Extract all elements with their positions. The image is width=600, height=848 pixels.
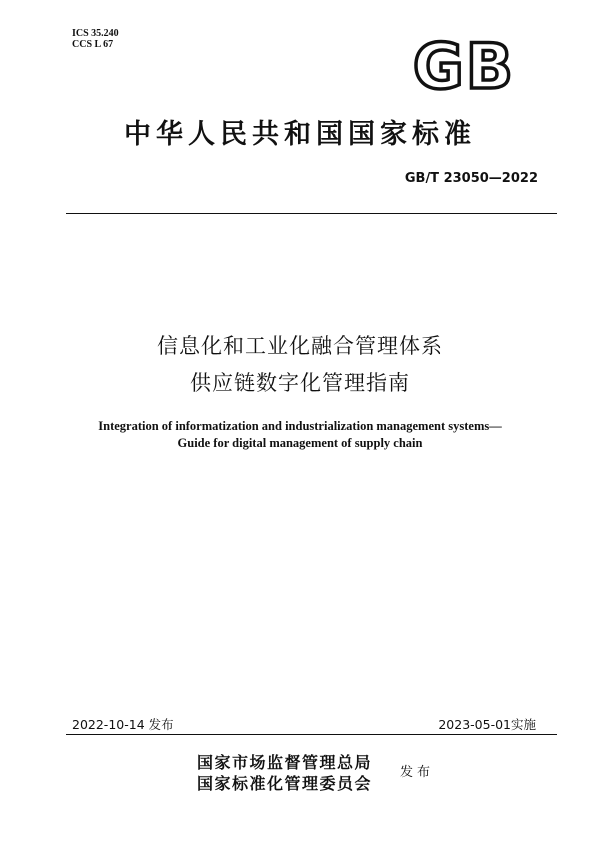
ics-code: ICS 35.240	[72, 28, 119, 39]
top-divider	[66, 213, 557, 214]
chinese-title-line1: 信息化和工业化融合管理体系	[157, 334, 443, 358]
english-title-line2: Guide for digital management of supply chain	[177, 436, 423, 450]
ccs-code: CCS L 67	[72, 39, 114, 50]
chinese-title-line2: 供应链数字化管理指南	[190, 371, 410, 395]
issue-date: 2022-10-14 发布	[72, 717, 174, 732]
issue-word: 发布	[400, 765, 435, 780]
issuer-line2: 国家标准化管理委员会	[197, 774, 373, 793]
gb-logo-text: GB	[412, 38, 516, 94]
standard-number: GB/T 23050—2022	[404, 171, 538, 186]
issuer-line1: 国家市场监督管理总局	[197, 753, 373, 772]
english-title-line1: Integration of informatization and industrialization management systems—	[98, 419, 502, 433]
classification-codes	[72, 28, 119, 50]
gb-logo	[400, 38, 528, 94]
standard-title: 中华人民共和国国家标准	[124, 119, 476, 150]
implementation-date: 2023-05-01实施	[438, 717, 536, 732]
bottom-divider	[66, 734, 557, 735]
